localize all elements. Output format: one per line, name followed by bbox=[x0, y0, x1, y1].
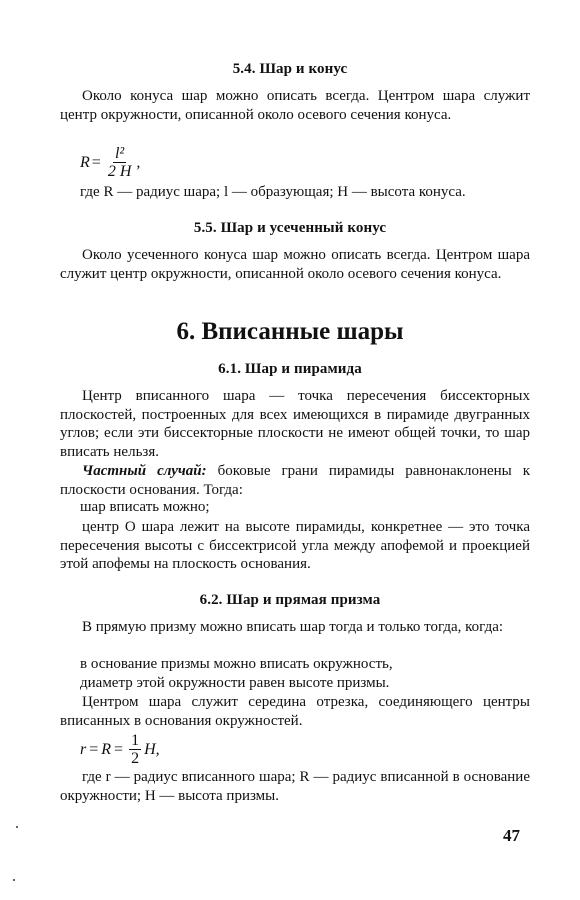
formula-legend-6-2: где r — радиус вписанного шара; R — радиус вписанной в основание окружности; H — высота призмы. bbox=[60, 769, 530, 804]
formula-tail: H, bbox=[144, 740, 160, 758]
fraction-denominator: 2 bbox=[131, 750, 140, 767]
formula-equals: = bbox=[89, 740, 99, 758]
paragraph-6-1: Центр вписанного шара — точка пересечения биссекторных плоскостей, построенных для всех имеющихся в пирамиде двугранных углов; если эти биссекторные плоскости не имеют общей точки, то шар вписать нельзя. bbox=[60, 388, 530, 460]
special-case-text: боковые грани пирамиды равнонаклонены к плоскости основания. Тогда: bbox=[60, 463, 530, 498]
special-case-label: Частный случай: bbox=[82, 463, 207, 479]
scan-speck bbox=[16, 826, 18, 828]
formula-lhs: r bbox=[80, 740, 87, 758]
paragraph-6-2: В прямую призму можно вписать шар тогда и только тогда, когда: bbox=[82, 619, 504, 635]
section-heading-5-4: 5.4. Шар и конус bbox=[232, 61, 348, 77]
formula-equals: = bbox=[91, 153, 101, 171]
chapter-title: 6. Вписанные шары bbox=[176, 318, 404, 345]
section-heading-6-2: 6.2. Шар и прямая призма bbox=[199, 592, 381, 608]
section-heading-6-1: 6.1. Шар и пирамида bbox=[218, 361, 362, 377]
fraction-numerator: 1 bbox=[131, 732, 140, 749]
formula-fraction bbox=[106, 145, 134, 180]
page-number: 47 bbox=[503, 826, 520, 845]
formula-r-cone bbox=[80, 145, 140, 180]
paragraph-5-4: Около конуса шар можно описать всегда. Центром шара служит центр окружности, описанной около осевого сечения конуса. bbox=[60, 88, 530, 123]
scan-speck bbox=[13, 879, 15, 881]
formula-tail: , bbox=[136, 153, 141, 171]
section-heading-5-5: 5.5. Шар и усеченный конус bbox=[193, 220, 387, 236]
formula-equals: = bbox=[114, 740, 124, 758]
paragraph-6-1-center: центр O шара лежит на высоте пирамиды, конкретнее — это точка пересечения высоты с биссектрисой угла между апофемой и проекцией этой апофемы на плоскость основания. bbox=[60, 519, 530, 572]
paragraph-5-5: Около усеченного конуса шар можно описать всегда. Центром шара служит центр окружности, описанной около осевого сечения конуса. bbox=[60, 247, 530, 282]
special-case-paragraph bbox=[60, 462, 530, 499]
formula-legend-5-4: где R — радиус шара; l — образующая; H — высота конуса. bbox=[80, 184, 466, 200]
paragraph-6-2-center: Центром шара служит середина отрезка, соединяющего центры вписанных в основания окружностей. bbox=[60, 694, 530, 729]
formula-fraction bbox=[129, 732, 141, 767]
formula-r-prism bbox=[80, 732, 160, 767]
formula-lhs: R bbox=[80, 153, 90, 171]
condition-line-2: диаметр этой окружности равен высоте призмы. bbox=[80, 675, 390, 691]
fraction-denominator: 2 H bbox=[107, 163, 132, 180]
formula-mid: R bbox=[101, 740, 112, 758]
condition-line-1: в основание призмы можно вписать окружность, bbox=[80, 656, 393, 672]
fraction-numerator: l² bbox=[114, 145, 125, 162]
condition-line-1: шар вписать можно; bbox=[80, 499, 210, 515]
